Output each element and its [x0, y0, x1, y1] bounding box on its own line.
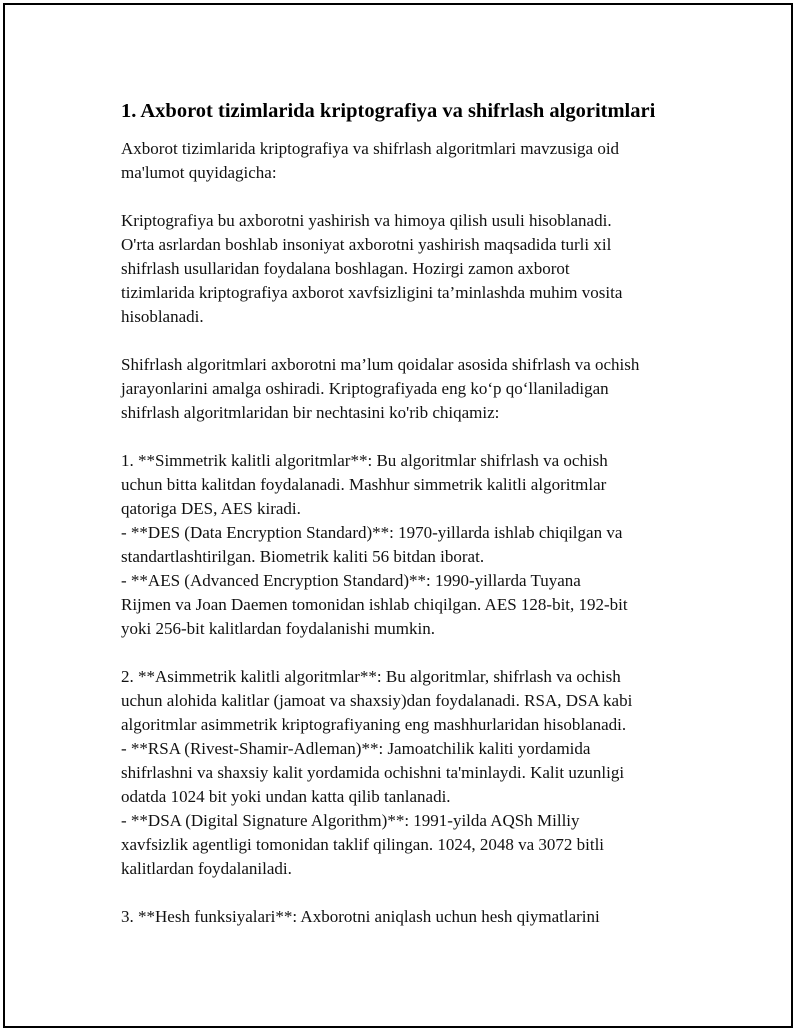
paragraph-asymmetric: 2. **Asimmetrik kalitli algoritmlar**: Bu algoritmlar, shifrlash va ochish uchun alohida kalitlar (jamoat va shaxsiy)dan foydalanadi. RSA, DSA kabi algoritmlar asimmetrik kriptografiyaning eng mashhurlaridan hisoblanadi. - **RSA (Rivest-Shamir-Adleman)**: Jamoatchilik kaliti yordamida shifrlashni va shaxsiy kalit yordamida ochishni ta'minlaydi. Kalit uzunligi odatda 1024 bit yoki undan katta qilib tanlanadi. - **DSA (Digital Signature Algorithm)**: 1991-yilda AQSh Milliy xavfsizlik agentligi tomonidan taklif qilingan. 1024, 2048 va 3072 bitli kalitlardan foydalaniladi.	[121, 667, 633, 878]
paragraph-spacer	[121, 185, 701, 209]
paragraph-symmetric: 1. **Simmetrik kalitli algoritmlar**: Bu algoritmlar shifrlash va ochish uchun bitta kalitdan foydalanadi. Mashhur simmetrik kalitli algoritmlar qatoriga DES, AES kiradi. - **DES (Data Encryption Standard)**: 1970-yillarda ishlab chiqilgan va standartlashtirilgan. Biometrik kaliti 56 bitdan iborat. - **AES (Advanced Encryption Standard)**: 1990-yillarda Tuyana Rijmen va Joan Daemen tomonidan ishlab chiqilgan. AES 128-bit, 192-bit yoki 256-bit kalitlardan foydalanishi mumkin.	[121, 451, 628, 638]
paragraph-intro: Axborot tizimlarida kriptografiya va shifrlash algoritmlari mavzusiga oid ma'lumot quyidagicha:	[121, 139, 620, 182]
document-content	[121, 97, 701, 929]
paragraph-spacer	[121, 641, 701, 665]
document-page	[3, 3, 793, 1028]
paragraph-spacer	[121, 425, 701, 449]
document-title: 1. Axborot tizimlarida kriptografiya va shifrlash algoritmlari	[121, 100, 656, 122]
paragraph-algorithms: Shifrlash algoritmlari axborotni ma’lum qoidalar asosida shifrlash va ochish jarayonlarini amalga oshiradi. Kriptografiyada eng ko‘p qo‘llaniladigan shifrlash algoritmlaridan bir nechtasini ko'rib chiqamiz:	[121, 355, 640, 422]
paragraph-spacer	[121, 329, 701, 353]
paragraph-hash: 3. **Hesh funksiyalari**: Axborotni aniqlash uchun hesh qiymatlarini	[121, 907, 600, 926]
paragraph-spacer	[121, 881, 701, 905]
paragraph-cryptography: Kriptografiya bu axborotni yashirish va himoya qilish usuli hisoblanadi. O'rta asrlardan boshlab insoniyat axborotni yashirish maqsadida turli xil shifrlash usullaridan foydalana boshlagan. Hozirgi zamon axborot tizimlarida kriptografiya axborot xavfsizligini ta’minlashda muhim vosita hisoblanadi.	[121, 211, 623, 326]
